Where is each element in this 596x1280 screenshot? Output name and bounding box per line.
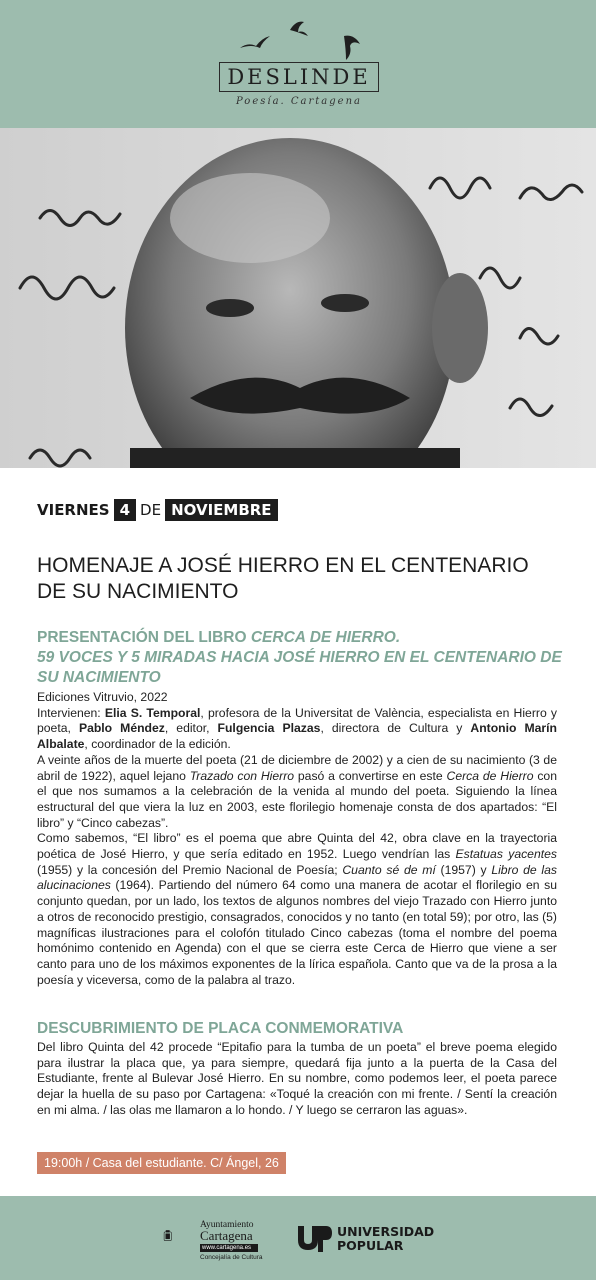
section1-heading-book: CERCA DE HIERRO. xyxy=(250,629,401,646)
logo-subtitle: Poesía. Cartagena xyxy=(235,96,362,107)
ayto-dept: Concejalía de Cultura xyxy=(200,1254,263,1261)
paragraph-2 xyxy=(37,831,557,988)
date-month: NOVIEMBRE xyxy=(165,499,278,521)
section2-body xyxy=(37,1040,557,1119)
section1-heading xyxy=(37,628,567,688)
event-title: HOMENAJE A JOSÉ HIERRO EN EL CENTENARIO DE SU NACIMIENTO xyxy=(37,554,529,603)
participants-label: Intervienen: xyxy=(37,705,105,720)
ayto-line2: Cartagena xyxy=(200,1228,253,1243)
publisher: Ediciones Vitruvio, 2022 xyxy=(37,690,168,704)
logo-title: DESLINDE xyxy=(227,65,371,89)
text-run: con el que nos sumamos a la celebración de la venida al mundo del poeta. Siguiendo la línea estructural del que viera la luz en 2003, este florilegio homenaje consta de dos apartados: “El libro” y “Cinco cabezas”. xyxy=(37,768,557,830)
section1-heading-subtitle: 59 VOCES Y 5 MIRADAS HACIA JOSÉ HIERRO EN EL CENTENARIO DE SU NACIMIENTO xyxy=(37,649,562,686)
ayto-line1: Ayuntamiento xyxy=(200,1220,254,1230)
participant-name: Pablo Méndez xyxy=(78,721,165,736)
section1-heading-prefix: PRESENTACIÓN DEL LIBRO xyxy=(37,629,251,646)
participant-desc: , profesora de la Universitat de València, especialista en Hierro y poeta, xyxy=(37,705,557,736)
swallow-bird-icon xyxy=(344,36,360,60)
up-line2: POPULAR xyxy=(337,1238,404,1253)
section1-body xyxy=(37,690,557,988)
text-run: A veinte años de la muerte del poeta (21 de diciembre de 2002) y a cien de su nacimiento (3 de abril de 1922), aquel lejano xyxy=(37,752,557,783)
book-title: Estatuas yacentes xyxy=(455,847,557,862)
time-location-badge: 19:00h / Casa del estudiante. C/ Ángel, 26 xyxy=(37,1152,286,1174)
text-run: (1964). Partiendo del número 64 como una manera de acotar el florilegio en su conjunto quedan, por un lado, los textos de algunos nombres del viejo Trazado con Hierro junto a otros de reconocido prestigio, consagrados, conocidos y no tanto (en total 59); por otro, las (5) magníficas ilustraciones para el colofón titulado Cinco cabezas (toma el nombre del poema homónimo contenido en Agenda) con el que se cierra este Cerca de Hierro que viene a ser canto para uno de los máximos exponentes de la lírica española. Canto que va de la prosa a la poesía y viceversa, como de la palabra al trazo. xyxy=(37,878,557,987)
section2-heading: DESCUBRIMIENTO DE PLACA CONMEMORATIVA xyxy=(37,1020,404,1037)
ayto-web: www.cartagena.es xyxy=(200,1244,258,1252)
participant-desc: , coordinador de la edición. xyxy=(84,737,231,752)
participant-name: Fulgencia Plazas xyxy=(217,721,321,736)
participant-desc: , directora de Cultura y xyxy=(320,721,471,736)
poet-portrait-photo xyxy=(0,128,596,468)
date-day: 4 xyxy=(114,499,136,521)
participant-desc: , editor, xyxy=(164,721,218,736)
up-line1: UNIVERSIDAD xyxy=(337,1224,435,1239)
participant-name: Elia S. Temporal xyxy=(104,705,201,720)
paragraph-1 xyxy=(37,753,557,832)
book-title: Cerca de Hierro xyxy=(446,768,534,783)
text-run: pasó a convertirse en este xyxy=(294,768,447,783)
participant-name: Antonio Marín Albalate xyxy=(37,721,557,752)
date-connector: DE xyxy=(140,500,162,519)
book-title: Cuanto sé de mí xyxy=(342,862,436,877)
up-logo-icon xyxy=(296,1222,332,1254)
date-weekday: VIERNES xyxy=(37,500,110,519)
event-date xyxy=(37,497,278,522)
city-crest-icon xyxy=(163,1213,199,1259)
text-run: (1957) y xyxy=(435,862,492,877)
participants xyxy=(37,706,557,753)
swallow-bird-icon xyxy=(240,36,270,48)
paragraph-3: Del libro Quinta del 42 procede “Epitafio para la tumba de un poeta” el breve poema elegido para ilustrar la placa que, ya para siempre, quedará fija junto a la puerta de la Casa del Estudiante, frente al Bulevar José Hierro. En su nombre, como podemos leer, el poeta parece dejar la huella de su paso por Cartagena: «Toqué la creación con mi frente. / Sentí la creación en mi alma. / las olas me llamaron a lo hondo. / Y luego se cerraron las aguas». xyxy=(37,1040,557,1117)
text-run: (1955) y la concesión del Premio Nacional de Poesía; xyxy=(37,862,343,877)
book-title: Libro de las alucinaciones xyxy=(37,862,557,893)
book-title: Trazado con Hierro xyxy=(189,768,295,783)
swallow-bird-icon xyxy=(290,22,308,36)
text-run: Como sabemos, “El libro” es el poema que abre Quinta del 42, obra clave en la trayectoria poética de José Hierro, y que sería editado en 1952. Luego vendrían las xyxy=(37,831,557,862)
swallows-icon xyxy=(230,18,370,60)
